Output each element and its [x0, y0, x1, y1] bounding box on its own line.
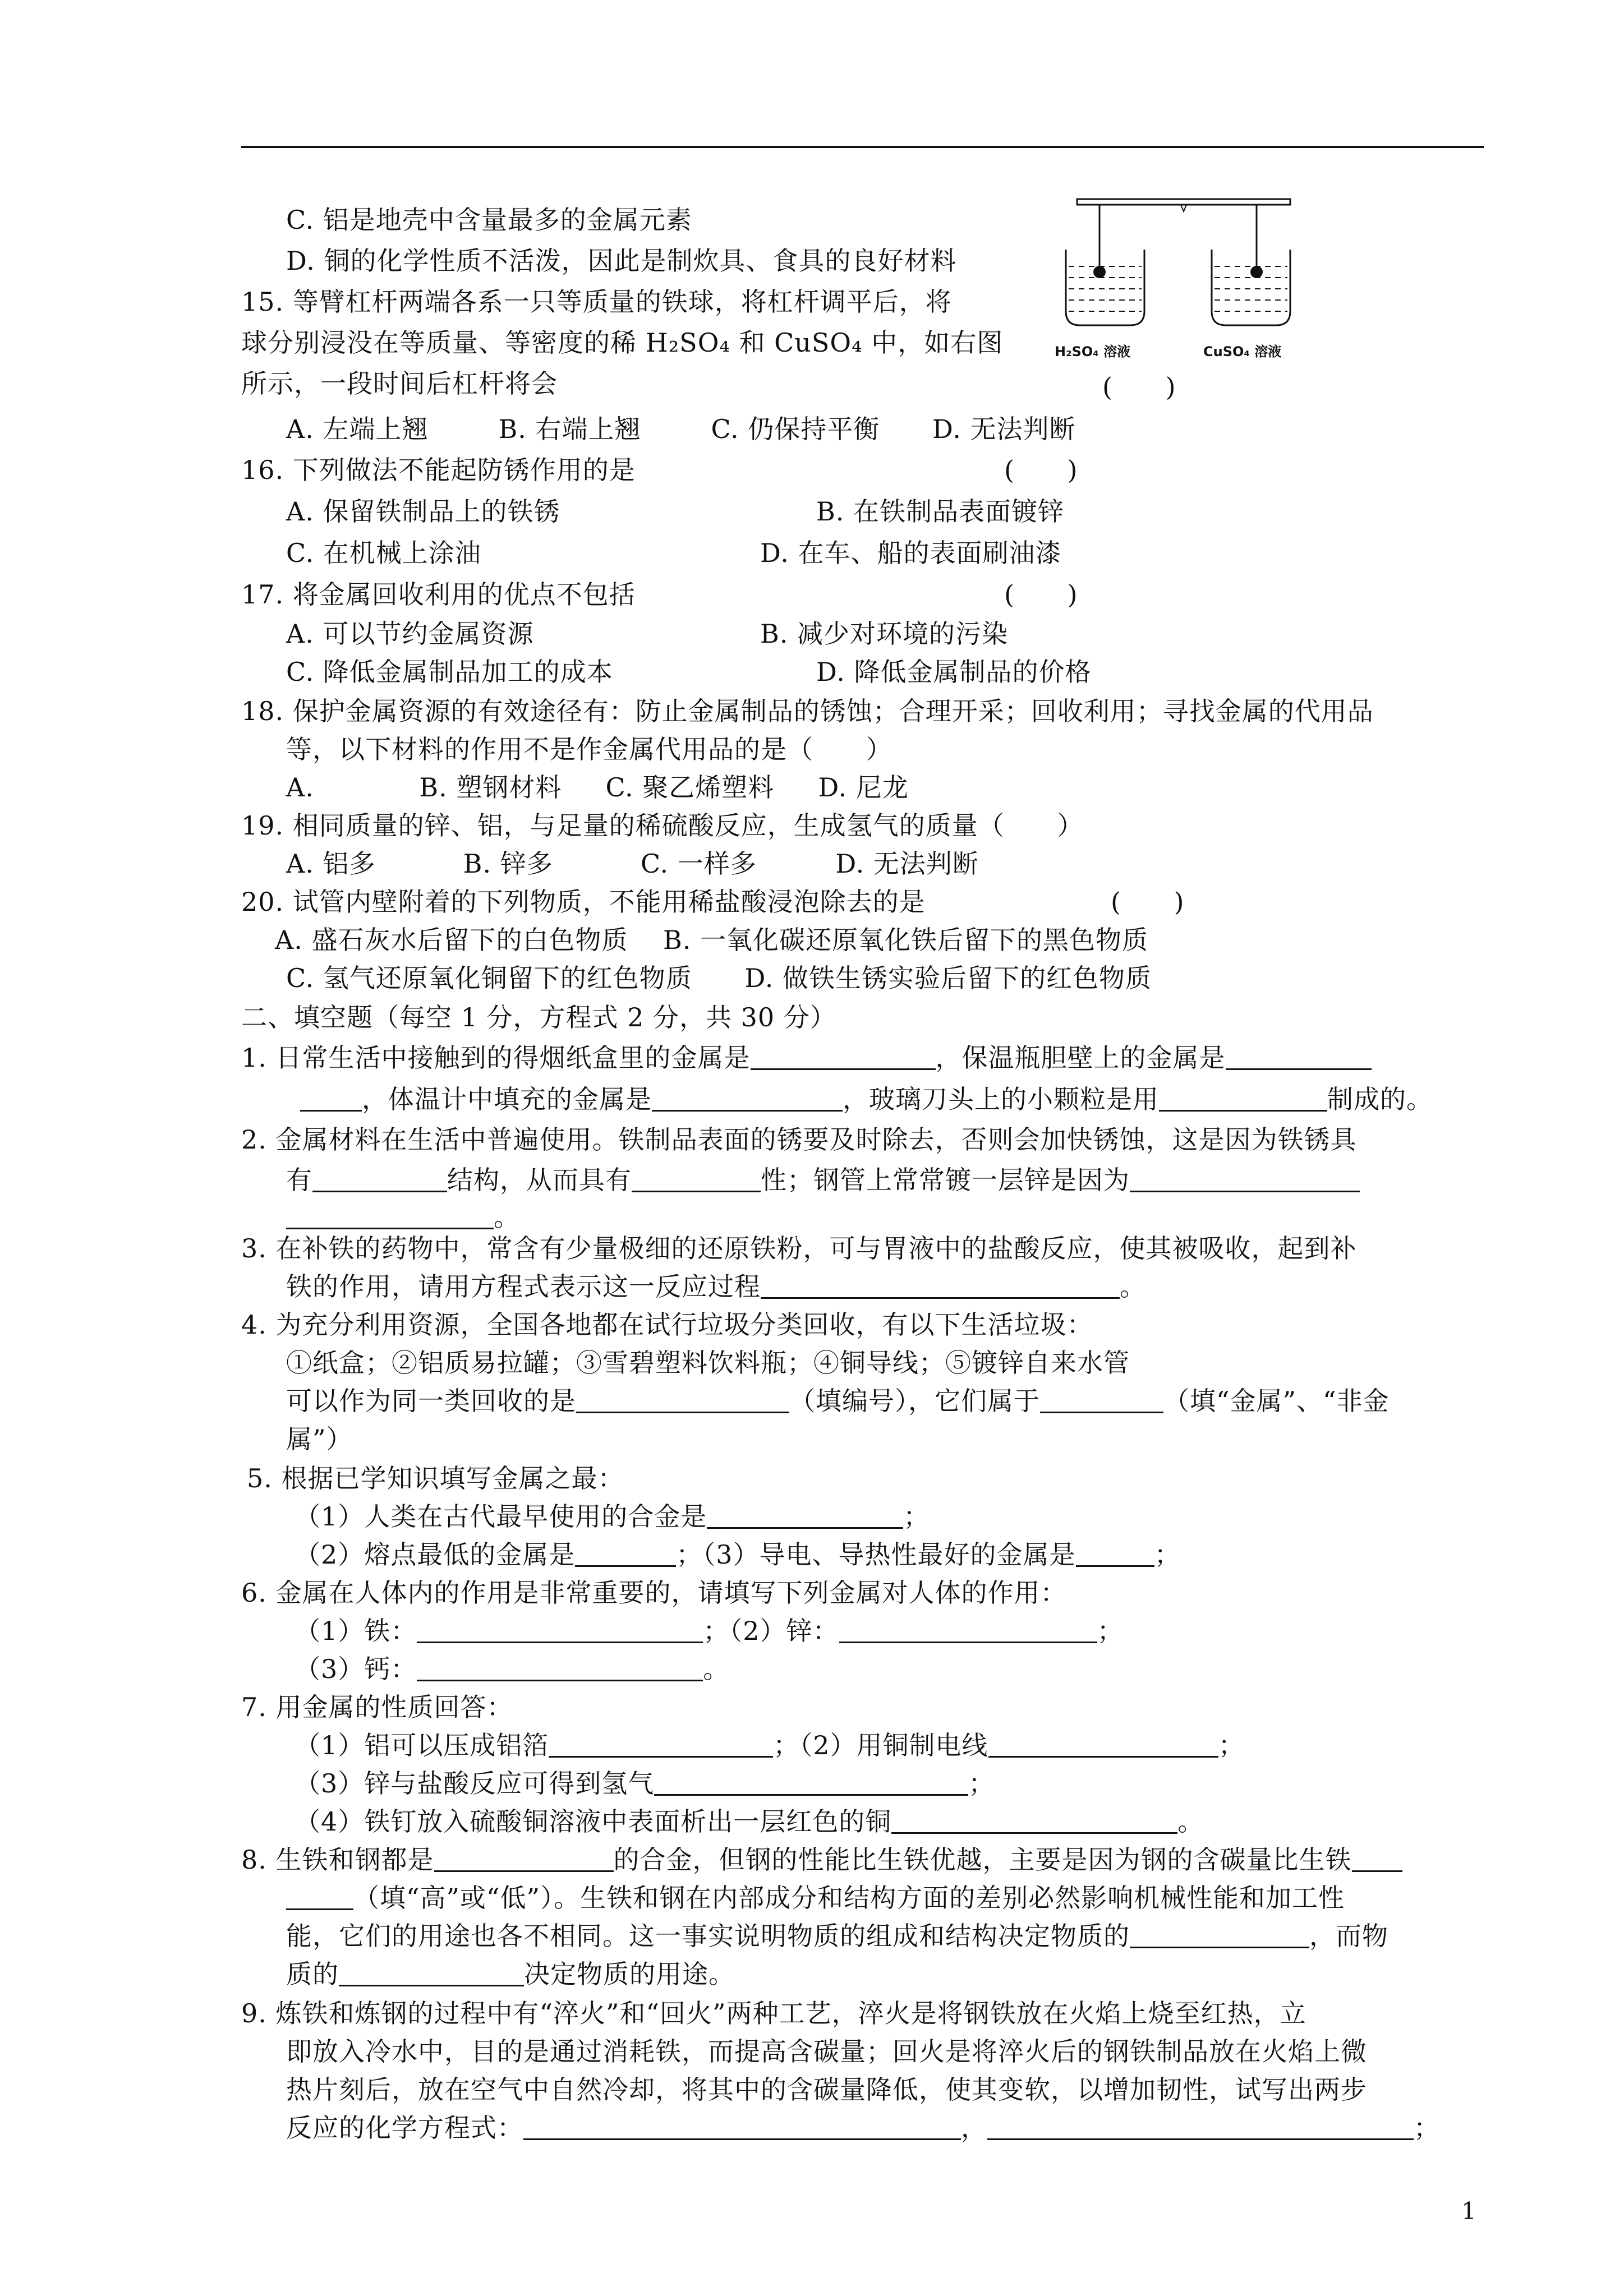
fill-blank[interactable]: [987, 2114, 1414, 2140]
fill-blank[interactable]: [654, 1769, 968, 1796]
q16-stem: 16. 下列做法不能起防锈作用的是: [241, 455, 636, 485]
fill-7-line-3: （3）锌与盐酸反应可得到氢气 ；: [295, 1768, 995, 1799]
fill-6-line-3: （3）钙： 。: [295, 1654, 730, 1684]
page-number: 1: [1461, 2197, 1476, 2225]
fill-blank[interactable]: [1076, 1541, 1154, 1567]
fill-5-line-1: 5. 根据已学知识填写金属之最：: [247, 1463, 624, 1493]
q19-stem: 19. 相同质量的锌、铝，与足量的稀硫酸反应，生成氢气的质量（ ）: [241, 810, 1084, 841]
fill-blank[interactable]: [417, 1617, 703, 1643]
q17-answer-paren: ( ): [1004, 579, 1078, 610]
fill-2-line-2: 有 结构，从而具有 性；钢管上常常镀一层锌是因为: [286, 1163, 1360, 1197]
q14-option-d: D. 铜的化学性质不活泼，因此是制炊具、食具的良好材料: [286, 246, 957, 276]
fill-3-line-2: 铁的作用，请用方程式表示这一反应过程 。: [286, 1271, 1146, 1302]
q14-option-c: C. 铝是地壳中含量最多的金属元素: [286, 205, 692, 235]
fill-blank[interactable]: [761, 1273, 1120, 1299]
fill-5-line-3: （2）熔点最低的金属是 ；（3）导电、导热性最好的金属是 ；: [295, 1539, 1181, 1570]
q17-option-d: D. 降低金属制品的价格: [816, 657, 1092, 687]
q17-option-b: B. 减少对环境的污染: [760, 619, 1009, 649]
fill-blank[interactable]: [1130, 1922, 1309, 1948]
fill-blank[interactable]: [575, 1541, 676, 1567]
q15-stem-3: 所示，一段时间后杠杆将会: [241, 368, 558, 399]
h2so4-label: H₂SO₄ 溶液: [1055, 344, 1131, 359]
q17-option-a: A. 可以节约金属资源: [286, 619, 534, 649]
fill-blank[interactable]: [632, 1166, 761, 1192]
q16-option-b: B. 在铁制品表面镀锌: [816, 496, 1065, 527]
fill-4-line-4: 属”）: [286, 1424, 353, 1454]
q16-option-c: C. 在机械上涂油: [286, 538, 481, 568]
section-2-heading: 二、填空题（每空 1 分，方程式 2 分，共 30 分）: [241, 1002, 836, 1032]
fill-7-line-1: 7. 用金属的性质回答：: [241, 1692, 513, 1722]
fill-9-line-3: 热片刻后，放在空气中自然冷却，将其中的含碳量降低，使其变软，以增加韧性，试写出两步: [286, 2074, 1367, 2105]
fill-blank[interactable]: [312, 1166, 447, 1192]
fill-6-line-1: 6. 金属在人体内的作用是非常重要的，请填写下列金属对人体的作用：: [241, 1578, 1067, 1608]
q20-options-ab: A. 盛石灰水后留下的白色物质 B. 一氧化碳还原氧化铁后留下的黑色物质: [275, 925, 1148, 955]
fill-6-line-2: （1）铁： ；（2）锌： ；: [295, 1616, 1124, 1646]
fill-2-line-3: 。: [286, 1200, 520, 1234]
lever-diagram: [1055, 193, 1318, 362]
fill-blank[interactable]: [652, 1085, 843, 1112]
q18-stem-2: 等，以下材料的作用不是作金属代用品的是（ ）: [286, 734, 892, 764]
fill-blank[interactable]: [1226, 1044, 1372, 1070]
fill-blank[interactable]: [300, 1085, 362, 1112]
fill-7-line-4: （4）铁钉放入硫酸铜溶液中表面析出一层红色的铜 。: [295, 1806, 1204, 1837]
fill-blank[interactable]: [434, 1846, 614, 1872]
fill-blank[interactable]: [576, 1387, 789, 1413]
fill-1-line-1: 1. 日常生活中接触到的得烟纸盒里的金属是 ，保温瓶胆壁上的金属是: [241, 1041, 1372, 1075]
fill-2-line-1: 2. 金属材料在生活中普遍使用。铁制品表面的锈要及时除去，否则会加快锈蚀，这是因为铁锈具: [241, 1124, 1357, 1155]
q17-option-c: C. 降低金属制品加工的成本: [286, 657, 613, 687]
q18-stem-1: 18. 保护金属资源的有效途径有：防止金属制品的锈蚀；合理开采；回收利用；寻找金属的代用品: [241, 696, 1374, 726]
fill-blank[interactable]: [339, 1960, 524, 1986]
fill-8-line-3: 能，它们的用途也各不相同。这一事实说明物质的组成和结构决定物质的 ，而物: [286, 1921, 1388, 1951]
fill-blank[interactable]: [891, 1808, 1177, 1834]
q19-options: A. 铝多 B. 锌多 C. 一样多 D. 无法判断: [286, 849, 979, 879]
fill-4-line-3: 可以作为同一类回收的是 （填编号），它们属于 （填“金属”、“非金: [286, 1386, 1390, 1416]
fill-blank[interactable]: [988, 1731, 1218, 1758]
q16-option-d: D. 在车、船的表面刷油漆: [760, 538, 1062, 568]
fill-blank[interactable]: [417, 1655, 703, 1681]
fill-9-line-1: 9. 炼铁和炼钢的过程中有“淬火”和“回火”两种工艺，淬火是将钢铁放在火焰上烧至红热，立: [241, 1998, 1306, 2028]
cuso4-label: CuSO₄ 溶液: [1203, 344, 1282, 359]
fill-9-line-2: 即放入冷水中，目的是通过消耗铁，而提高含碳量；回火是将淬火后的钢铁制品放在火焰上微: [286, 2036, 1367, 2067]
fill-8-line-4: 质的 决定物质的用途。: [286, 1959, 735, 1989]
q15-options: A. 左端上翘 B. 右端上翘 C. 仍保持平衡 D. 无法判断: [286, 414, 1076, 444]
fill-blank[interactable]: [549, 1731, 773, 1758]
q15-stem-1: 15. 等臂杠杆两端各系一只等质量的铁球，将杠杆调平后，将: [241, 287, 952, 317]
q20-options-cd: C. 氢气还原氧化铜留下的红色物质 D. 做铁生锈实验后留下的红色物质: [286, 963, 1152, 993]
fill-7-line-2: （1）铝可以压成铝箔 ；（2）用铜制电线 ；: [295, 1730, 1245, 1760]
fill-blank[interactable]: [707, 1502, 903, 1529]
fill-blank[interactable]: [1130, 1166, 1360, 1192]
q20-stem: 20. 试管内壁附着的下列物质，不能用稀盐酸浸泡除去的是: [241, 887, 926, 917]
q18-options: A. B. 塑钢材料 C. 聚乙烯塑料 D. 尼龙: [286, 772, 909, 803]
q16-option-a: A. 保留铁制品上的铁锈: [286, 496, 560, 527]
fill-8-line-2: （填“高”或“低”）。生铁和钢在内部成分和结构方面的差别必然影响机械性能和加工性: [286, 1881, 1345, 1915]
fill-blank[interactable]: [1159, 1085, 1327, 1112]
fill-5-line-2: （1）人类在古代最早使用的合金是 ；: [295, 1501, 930, 1532]
q16-answer-paren: ( ): [1004, 455, 1078, 485]
fill-blank[interactable]: [1352, 1846, 1402, 1872]
fill-8-line-1: 8. 生铁和钢都是 的合金，但钢的性能比生铁优越，主要是因为钢的含碳量比生铁: [241, 1843, 1402, 1877]
fill-blank[interactable]: [751, 1044, 936, 1070]
fill-blank[interactable]: [523, 2114, 961, 2140]
q15-stem-2: 球分别浸没在等质量、等密度的稀 H₂SO₄ 和 CuSO₄ 中，如右图: [241, 328, 1004, 358]
fill-9-line-4: 反应的化学方程式： ， ；: [286, 2113, 1440, 2143]
header-rule: [241, 146, 1484, 148]
fill-4-line-1: 4. 为充分利用资源，全国各地都在试行垃圾分类回收，有以下生活垃圾：: [241, 1310, 1093, 1340]
lever-beaker-figure: [1055, 193, 1318, 362]
fill-blank[interactable]: [286, 1203, 494, 1229]
q17-stem: 17. 将金属回收利用的优点不包括: [241, 579, 636, 610]
fill-1-line-2: ，体温计中填充的金属是 ，玻璃刀头上的小颗粒是用 制成的。: [300, 1082, 1433, 1116]
fill-blank[interactable]: [286, 1884, 353, 1910]
fill-3-line-1: 3. 在补铁的药物中，常含有少量极细的还原铁粉，可与胃液中的盐酸反应，使其被吸收，起到补: [241, 1233, 1357, 1264]
fill-blank[interactable]: [839, 1617, 1097, 1643]
q15-answer-paren: ( ): [1102, 372, 1176, 402]
fill-blank[interactable]: [1040, 1387, 1163, 1413]
fill-4-line-2: ①纸盒；②铝质易拉罐；③雪碧塑料饮料瓶；④铜导线；⑤镀锌自来水管: [286, 1348, 1130, 1378]
q20-answer-paren: ( ): [1111, 887, 1185, 917]
